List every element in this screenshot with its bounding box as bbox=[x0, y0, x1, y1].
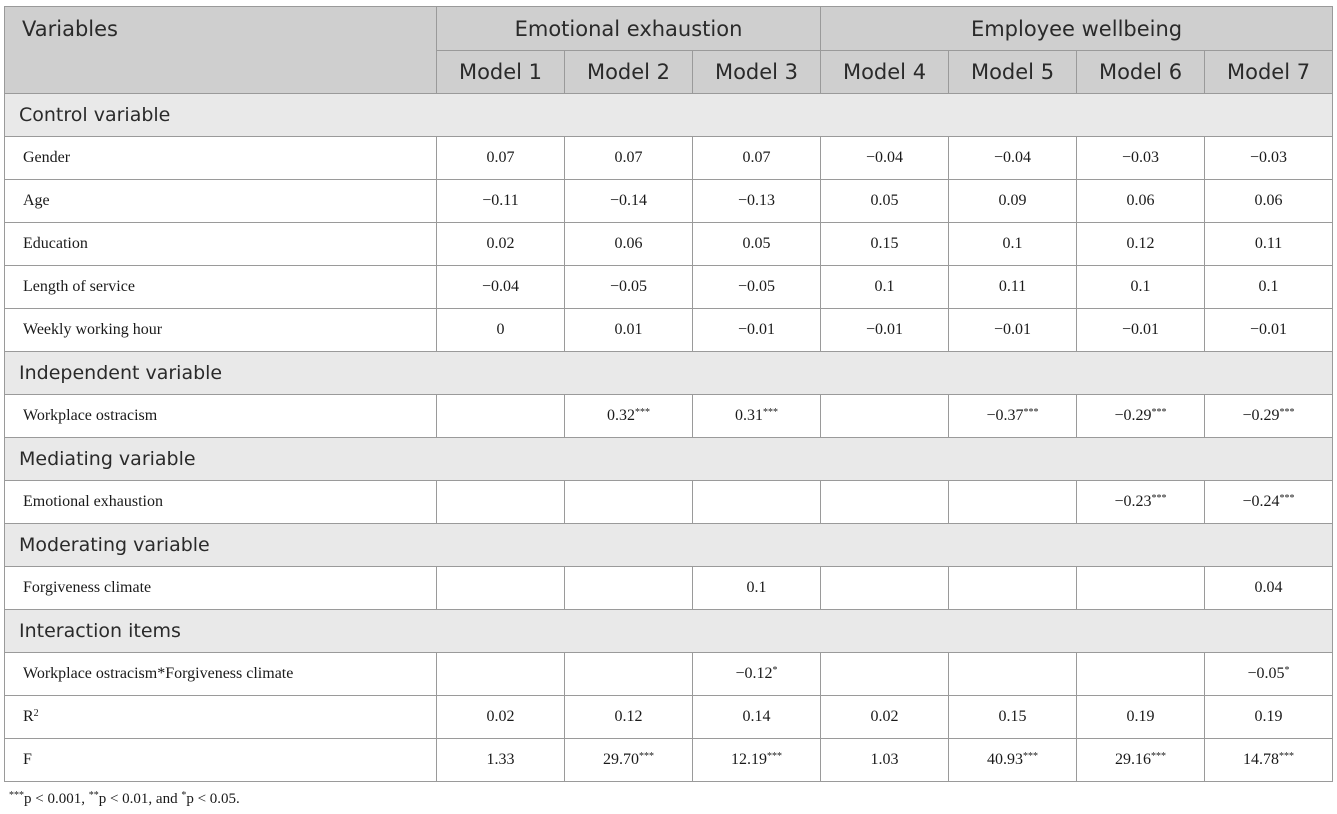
footnote-text: p < 0.05. bbox=[186, 791, 240, 807]
value-cell: 0.11 bbox=[949, 266, 1077, 309]
value-cell: 0.19 bbox=[1205, 696, 1333, 739]
significance-stars: *** bbox=[1279, 493, 1295, 504]
significance-stars: *** bbox=[639, 751, 654, 762]
significance-stars: *** bbox=[1151, 751, 1167, 762]
variables-header: Variables bbox=[5, 7, 437, 94]
value-cell bbox=[821, 481, 949, 524]
value-cell bbox=[565, 481, 693, 524]
row-label-text: Workplace ostracism*Forgiveness climate bbox=[23, 665, 294, 682]
value-cell bbox=[1077, 395, 1205, 438]
value-cell: 0 bbox=[437, 309, 565, 352]
value-number: 40.93 bbox=[987, 751, 1024, 768]
value-cell: −0.11 bbox=[437, 180, 565, 223]
table-row bbox=[5, 567, 1333, 610]
model-header: Model 5 bbox=[949, 51, 1077, 94]
row-label bbox=[5, 223, 437, 266]
section-title: Mediating variable bbox=[5, 438, 1333, 481]
value-number: 0.32 bbox=[607, 407, 635, 424]
value-cell: −0.03 bbox=[1077, 137, 1205, 180]
row-label bbox=[5, 696, 437, 739]
value-cell: 0.12 bbox=[565, 696, 693, 739]
row-label-text: F bbox=[23, 751, 32, 768]
model-header: Model 1 bbox=[437, 51, 565, 94]
significance-stars: * bbox=[1284, 665, 1290, 676]
value-number: −0.29 bbox=[1242, 407, 1280, 424]
value-cell bbox=[949, 567, 1077, 610]
section-row bbox=[5, 438, 1333, 481]
value-cell bbox=[1205, 653, 1333, 696]
table-row bbox=[5, 653, 1333, 696]
value-cell bbox=[693, 653, 821, 696]
value-cell bbox=[437, 567, 565, 610]
value-cell: −0.03 bbox=[1205, 137, 1333, 180]
value-cell: 0.1 bbox=[1205, 266, 1333, 309]
value-cell bbox=[1077, 653, 1205, 696]
value-cell: −0.01 bbox=[949, 309, 1077, 352]
significance-stars: *** bbox=[767, 751, 782, 762]
row-label-text: R bbox=[23, 708, 34, 725]
value-cell: −0.01 bbox=[821, 309, 949, 352]
significance-stars: *** bbox=[1023, 407, 1039, 418]
row-label-text: Age bbox=[23, 192, 50, 209]
value-cell: −0.14 bbox=[565, 180, 693, 223]
value-cell: 0.05 bbox=[693, 223, 821, 266]
significance-stars: *** bbox=[635, 407, 650, 418]
table-body bbox=[5, 94, 1333, 782]
value-cell: 0.1 bbox=[821, 266, 949, 309]
table-row bbox=[5, 309, 1333, 352]
value-cell: 0.1 bbox=[1077, 266, 1205, 309]
value-number: −0.05 bbox=[1247, 665, 1285, 682]
value-cell: 0.06 bbox=[1205, 180, 1333, 223]
table-row bbox=[5, 266, 1333, 309]
value-number: −0.23 bbox=[1114, 493, 1152, 510]
row-label bbox=[5, 137, 437, 180]
value-cell: 0.15 bbox=[949, 696, 1077, 739]
value-cell bbox=[949, 481, 1077, 524]
table-row bbox=[5, 395, 1333, 438]
significance-stars: *** bbox=[1151, 407, 1167, 418]
row-label-text: Length of service bbox=[23, 278, 135, 295]
row-label-text: Education bbox=[23, 235, 88, 252]
value-cell: 0.05 bbox=[821, 180, 949, 223]
row-label bbox=[5, 739, 437, 782]
value-cell: 0.11 bbox=[1205, 223, 1333, 266]
value-cell: −0.04 bbox=[437, 266, 565, 309]
value-cell: −0.05 bbox=[565, 266, 693, 309]
value-cell: 0.07 bbox=[565, 137, 693, 180]
footnote-text: p < 0.001, bbox=[24, 791, 89, 807]
footnote-marker: ** bbox=[88, 790, 99, 801]
value-cell: 1.33 bbox=[437, 739, 565, 782]
value-cell bbox=[693, 481, 821, 524]
value-cell bbox=[1077, 739, 1205, 782]
value-cell: 0.01 bbox=[565, 309, 693, 352]
table-row bbox=[5, 180, 1333, 223]
value-cell bbox=[565, 395, 693, 438]
section-title: Independent variable bbox=[5, 352, 1333, 395]
significance-stars: *** bbox=[1151, 493, 1167, 504]
value-cell bbox=[821, 567, 949, 610]
value-cell: 0.06 bbox=[1077, 180, 1205, 223]
row-label-text: Gender bbox=[23, 149, 71, 166]
value-cell: −0.01 bbox=[1077, 309, 1205, 352]
row-label bbox=[5, 395, 437, 438]
value-cell bbox=[565, 567, 693, 610]
row-label bbox=[5, 309, 437, 352]
row-label-text: Emotional exhaustion bbox=[23, 493, 163, 510]
value-number: −0.24 bbox=[1242, 493, 1280, 510]
value-cell: 0.06 bbox=[565, 223, 693, 266]
value-cell: 1.03 bbox=[821, 739, 949, 782]
value-cell: 0.07 bbox=[437, 137, 565, 180]
value-cell bbox=[821, 395, 949, 438]
table-row bbox=[5, 481, 1333, 524]
value-cell bbox=[949, 653, 1077, 696]
section-title: Interaction items bbox=[5, 610, 1333, 653]
row-label bbox=[5, 180, 437, 223]
value-cell bbox=[1205, 739, 1333, 782]
value-number: 0.31 bbox=[735, 407, 763, 424]
value-cell: −0.01 bbox=[1205, 309, 1333, 352]
value-cell: 0.04 bbox=[1205, 567, 1333, 610]
value-cell bbox=[693, 739, 821, 782]
value-cell: 0.1 bbox=[949, 223, 1077, 266]
group-header-employee-wellbeing: Employee wellbeing bbox=[821, 7, 1333, 51]
value-cell: 0.12 bbox=[1077, 223, 1205, 266]
significance-stars: *** bbox=[1279, 751, 1295, 762]
value-number: −0.12 bbox=[735, 665, 773, 682]
value-cell bbox=[1077, 481, 1205, 524]
table-row bbox=[5, 223, 1333, 266]
value-cell: 0.02 bbox=[821, 696, 949, 739]
value-cell: 0.02 bbox=[437, 696, 565, 739]
section-row bbox=[5, 610, 1333, 653]
results-table-container bbox=[4, 6, 1332, 782]
section-title: Moderating variable bbox=[5, 524, 1333, 567]
value-number: 12.19 bbox=[731, 751, 767, 768]
value-cell bbox=[565, 739, 693, 782]
significance-stars: *** bbox=[1279, 407, 1295, 418]
significance-stars: *** bbox=[1023, 751, 1039, 762]
regression-results-table bbox=[4, 6, 1333, 782]
value-cell bbox=[693, 395, 821, 438]
value-cell: 0.02 bbox=[437, 223, 565, 266]
row-label bbox=[5, 653, 437, 696]
model-header: Model 3 bbox=[693, 51, 821, 94]
row-label-text: Forgiveness climate bbox=[23, 579, 152, 596]
table-row bbox=[5, 696, 1333, 739]
significance-stars: *** bbox=[763, 407, 778, 418]
value-cell bbox=[821, 653, 949, 696]
table-row bbox=[5, 739, 1333, 782]
value-cell: 0.19 bbox=[1077, 696, 1205, 739]
value-cell bbox=[437, 481, 565, 524]
section-title: Control variable bbox=[5, 94, 1333, 137]
table-row bbox=[5, 137, 1333, 180]
value-number: 14.78 bbox=[1243, 751, 1280, 768]
value-number: 29.70 bbox=[603, 751, 639, 768]
model-header: Model 2 bbox=[565, 51, 693, 94]
value-cell bbox=[1205, 395, 1333, 438]
value-cell bbox=[437, 395, 565, 438]
section-row bbox=[5, 524, 1333, 567]
value-cell: −0.04 bbox=[949, 137, 1077, 180]
row-label bbox=[5, 567, 437, 610]
model-header: Model 7 bbox=[1205, 51, 1333, 94]
value-cell: 0.1 bbox=[693, 567, 821, 610]
value-number: 29.16 bbox=[1115, 751, 1152, 768]
row-label-superscript: 2 bbox=[33, 708, 39, 719]
footnote-marker: *** bbox=[9, 790, 24, 801]
row-label-text: Workplace ostracism bbox=[23, 407, 158, 424]
value-cell bbox=[949, 395, 1077, 438]
row-label-text: Weekly working hour bbox=[23, 321, 163, 338]
value-number: −0.37 bbox=[986, 407, 1024, 424]
row-label bbox=[5, 266, 437, 309]
significance-footnote bbox=[9, 791, 240, 808]
section-row bbox=[5, 352, 1333, 395]
value-cell: −0.13 bbox=[693, 180, 821, 223]
value-cell: −0.01 bbox=[693, 309, 821, 352]
header-row-groups bbox=[5, 7, 1333, 51]
value-cell bbox=[565, 653, 693, 696]
model-header: Model 4 bbox=[821, 51, 949, 94]
value-cell bbox=[437, 653, 565, 696]
row-label bbox=[5, 481, 437, 524]
value-cell: 0.15 bbox=[821, 223, 949, 266]
value-cell: −0.05 bbox=[693, 266, 821, 309]
model-header: Model 6 bbox=[1077, 51, 1205, 94]
value-cell bbox=[1205, 481, 1333, 524]
footnote-marker: * bbox=[181, 790, 187, 801]
footnote-text: p < 0.01, and bbox=[98, 791, 182, 807]
value-cell: 0.09 bbox=[949, 180, 1077, 223]
value-number: −0.29 bbox=[1114, 407, 1152, 424]
value-cell: 0.07 bbox=[693, 137, 821, 180]
value-cell bbox=[1077, 567, 1205, 610]
section-row bbox=[5, 94, 1333, 137]
value-cell: −0.04 bbox=[821, 137, 949, 180]
significance-stars: * bbox=[772, 665, 778, 676]
value-cell bbox=[949, 739, 1077, 782]
group-header-emotional-exhaustion: Emotional exhaustion bbox=[437, 7, 821, 51]
value-cell: 0.14 bbox=[693, 696, 821, 739]
